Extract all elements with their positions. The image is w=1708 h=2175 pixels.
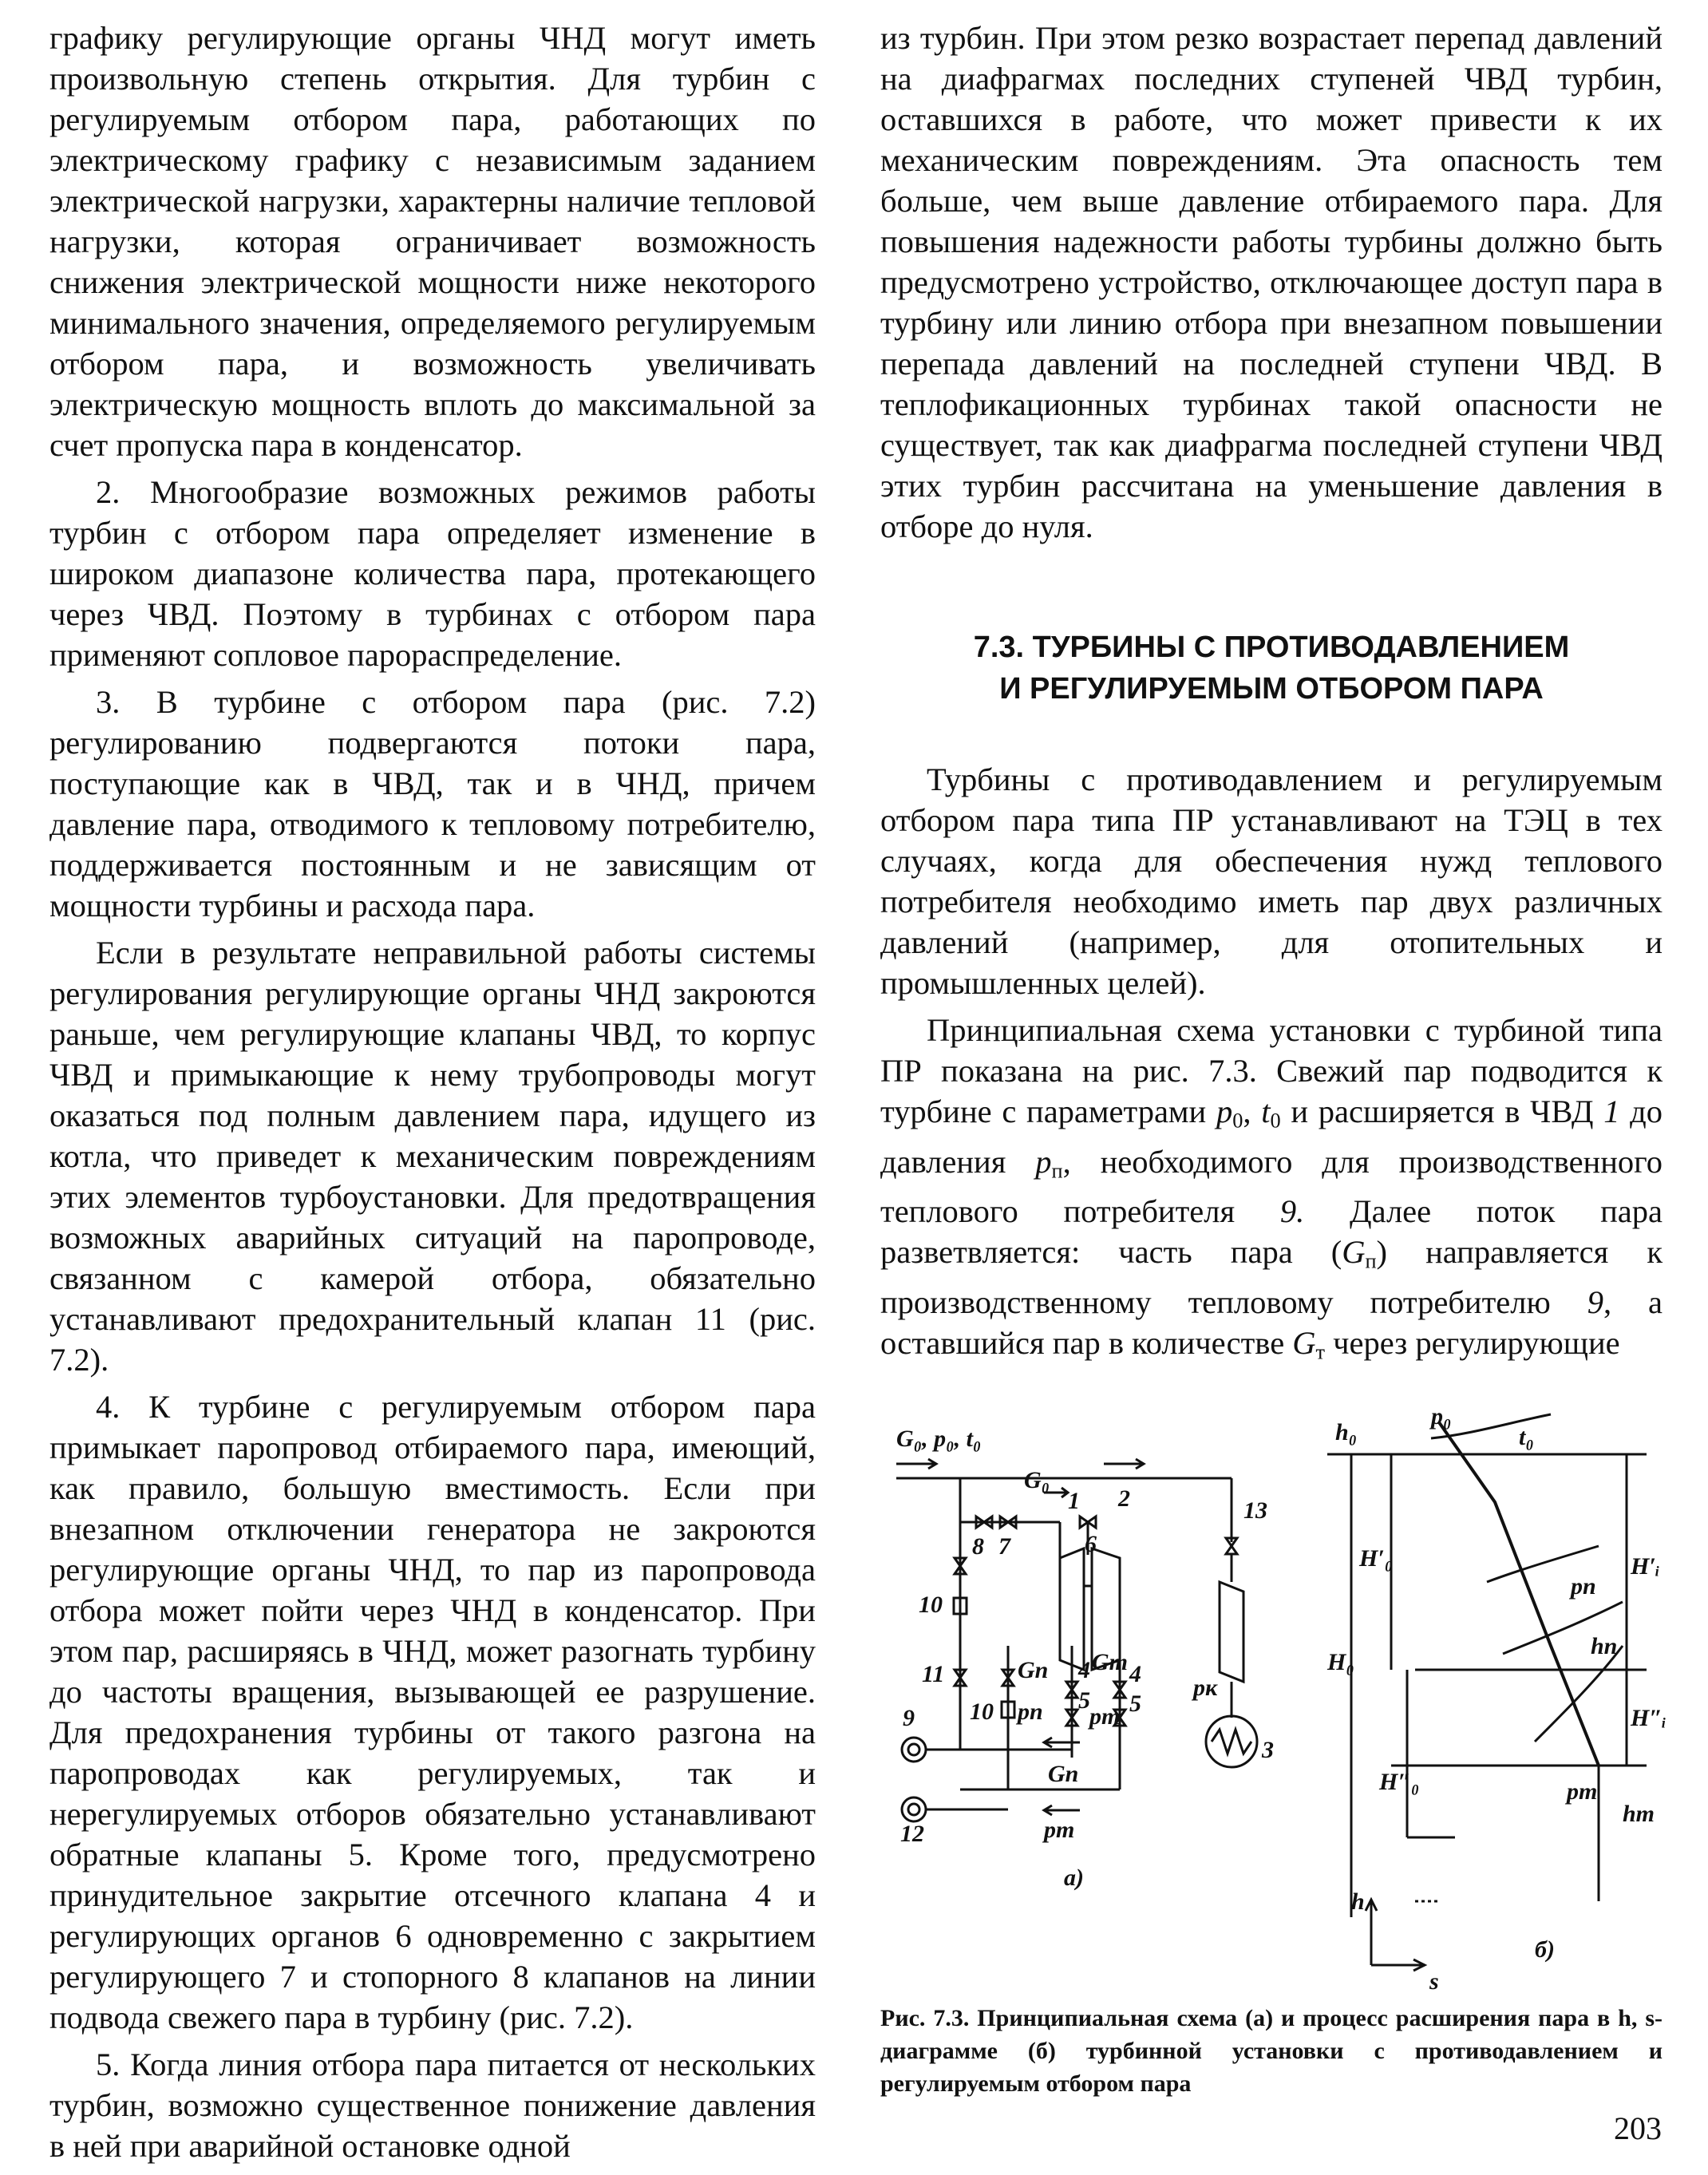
label-ht: hт — [1623, 1801, 1655, 1827]
label-4a: 4 — [1078, 1657, 1090, 1683]
paragraph: Если в результате неправильной работы системы регулирования регулирующие органы ЧНД закроются раньше, чем регулирующие клапаны ЧВД, то корпус ЧВД и примыкающие к нему трубопроводы могут оказаться под полным давлением пара, идущего из котла, что приведет к механическим повреждениям этих элементов турбоустановки. Для предотвращения возможных аварийных ситуаций на паропроводе, связанном с камерой отбора, обязательно устанавливают предохранительный клапан 11 (рис. 7.2). — [49, 935, 816, 1378]
label-Gp-bottom: Gп — [1048, 1761, 1079, 1787]
paragraph: 5. Когда линия отбора пара питается от нескольких турбин, возможно существенное понижение давления в ней при аварийной остановке одной — [49, 2046, 816, 2164]
label-h-axis: h — [1351, 1888, 1365, 1915]
right-column — [880, 18, 1663, 1378]
page-number: 203 — [1614, 2110, 1662, 2146]
label-12: 12 — [900, 1821, 924, 1847]
label-5b: 5 — [1129, 1691, 1141, 1717]
paragraph: Турбины с противодавлением и регулируемым отбором пара типа ПР устанавливают на ТЭЦ в тех случаях, когда для обеспечения нужд теплового потребителя необходимо иметь пар двух различных давлений (например, для отопительных и промышленных целей). — [880, 761, 1663, 1001]
label-6: 6 — [1085, 1531, 1097, 1557]
label-4b: 4 — [1129, 1661, 1141, 1687]
paragraph: 4. К турбине с регулируемым отбором пара примыкает паропровод отбираемого пара, имеющий, как правило, большую вместимость. Если при внезапном отключении генератора не закроются регулирующие органы ЧНД, то пар из паропровода отбора может пойти через ЧНД в конденсатор. При этом пар, расширяясь в ЧНД, может разогнать турбину до частоты вращения, вызывающей ее разрушение. Для предохранения турбины от такого разгона на паропроводах как регулируемых, так и нерегулируемых отборов обязательно устанавливают обратные клапаны 5. Кроме того, предусмотрено принудительное закрытие отсечного клапана 4 и регулирующих органов 6 одновременно с закрытием регулирующего 7 и стопорного 8 клапанов на линии подвода свежего пара в турбину (рис. 7.2). — [49, 1389, 816, 2035]
label-t0: t₀ — [1519, 1424, 1534, 1450]
label-Gt: Gт — [1092, 1649, 1128, 1675]
left-column — [49, 18, 816, 2173]
label-Hip: H′ᵢ — [1631, 1553, 1660, 1580]
label-7: 7 — [998, 1533, 1010, 1560]
label-11: 11 — [922, 1661, 945, 1687]
hs-labels — [1326, 1403, 1666, 1995]
label-p0: p₀ — [1431, 1403, 1452, 1430]
label-H0p: H′₀ — [1359, 1545, 1394, 1572]
label-8: 8 — [972, 1533, 984, 1560]
paragraph: Принципиальная схема установки с турбиной типа ПР показана на рис. 7.3. Свежий пар подводится к турбине с параметрами $p_0$, $t_0$ и расширяется в ЧВД 1 до давления $p_п$, необходимого для производственного теплового потребителя 9. Далее поток пара разветвляется: часть пара $(G_п)$ направляется к производственному тепловому потребителю 9, а оставшийся пар в количестве $G_т$ через регулирующие — [880, 1012, 1663, 1364]
label-H0pp: H″₀ — [1379, 1769, 1420, 1795]
figure-7-3 — [880, 1403, 1666, 1995]
label-10a: 10 — [919, 1592, 943, 1618]
label-G0: G₀ — [1024, 1467, 1050, 1493]
label-3: 3 — [1262, 1737, 1274, 1763]
figure-caption: Рис. 7.3. Принципиальная схема (а) и процесс расширения пара в h, s-диаграмме (б) турбинной установки с противодавлением и регулируемым отбором пара — [880, 2005, 1663, 2097]
paragraph: 3. В турбине с отбором пара (рис. 7.2) регулированию подвергаются потоки пара, поступающие как в ЧВД, так и в ЧНД, причем давление пара, отводимого к тепловому потребителю, поддерживается постоянным и не зависящим от мощности турбины и расхода пара. — [49, 684, 816, 923]
label-2: 2 — [1118, 1485, 1130, 1512]
label-9: 9 — [903, 1705, 915, 1731]
hs-diagram — [1327, 1414, 1647, 1971]
label-inlet: G₀, p₀, t₀ — [896, 1426, 982, 1452]
label-13: 13 — [1243, 1497, 1267, 1524]
label-10b: 10 — [970, 1698, 994, 1725]
label-hp: hп — [1591, 1633, 1618, 1659]
paragraph: графику регулирующие органы ЧНД могут иметь произвольную степень открытия. Для турбин с регулируемым отбором пара, работающих по электрическому графику с независимым заданием электрической нагрузки, характерны наличие тепловой нагрузки, которая ограничивает возможность снижения электрической мощности ниже некоторого минимального значения, определяемого регулируемым отбором пара, и возможность увеличивать электрическую мощность вплоть до максимальной за счет пропуска пара в конденсатор. — [49, 20, 816, 463]
label-H0: H₀ — [1327, 1649, 1354, 1675]
label-pt: pт — [1567, 1778, 1598, 1805]
label-h0: h₀ — [1335, 1419, 1358, 1445]
label-pt: pт — [1089, 1703, 1121, 1730]
heading-line: 7.3. ТУРБИНЫ С ПРОТИВОДАВЛЕНИЕМ — [973, 631, 1570, 664]
label-s-axis: s — [1429, 1968, 1439, 1995]
label-b: б) — [1535, 1936, 1555, 1963]
section-heading — [880, 627, 1663, 710]
label-pk: pк — [1193, 1675, 1218, 1701]
label-Hipp: H″ᵢ — [1631, 1705, 1666, 1731]
label-a: а) — [1064, 1865, 1084, 1891]
label-Gp: Gп — [1018, 1657, 1049, 1683]
label-5a: 5 — [1078, 1687, 1090, 1714]
paragraph: 2. Многообразие возможных режимов работы турбин с отбором пара определяет изменение в широком диапазоне количества пара, протекающего через ЧВД. Поэтому в турбинах с отбором пара применяют сопловое парораспределение. — [49, 474, 816, 673]
label-pt-bottom: pт — [1044, 1817, 1075, 1843]
label-pp: pп — [1018, 1698, 1043, 1725]
heading-line: И РЕГУЛИРУЕМЫМ ОТБОРОМ ПАРА — [999, 672, 1544, 706]
label-1: 1 — [1068, 1488, 1080, 1514]
paragraph: из турбин. При этом резко возрастает перепад давлений на диафрагмах последних ступеней ЧВД турбин, оставшихся в работе, что может привести к их механическим повреждениям. Эта опасность тем больше, чем выше давление отбираемого пара. Для повышения надежности работы турбины должно быть предусмотрено устройство, отключающее доступ пара в турбину или линию отбора при внезапном повышении перепада давлений на последней ступени ЧВД. В теплофикационных турбинах такой опасности не существует, так как диафрагма последней ступени ЧВД этих турбин рассчитана на уменьшение давления в отборе до нуля. — [880, 20, 1663, 544]
figure-svg — [880, 1403, 1666, 1995]
label-pp: pп — [1571, 1573, 1596, 1600]
schematic-labels — [896, 1426, 1274, 1891]
